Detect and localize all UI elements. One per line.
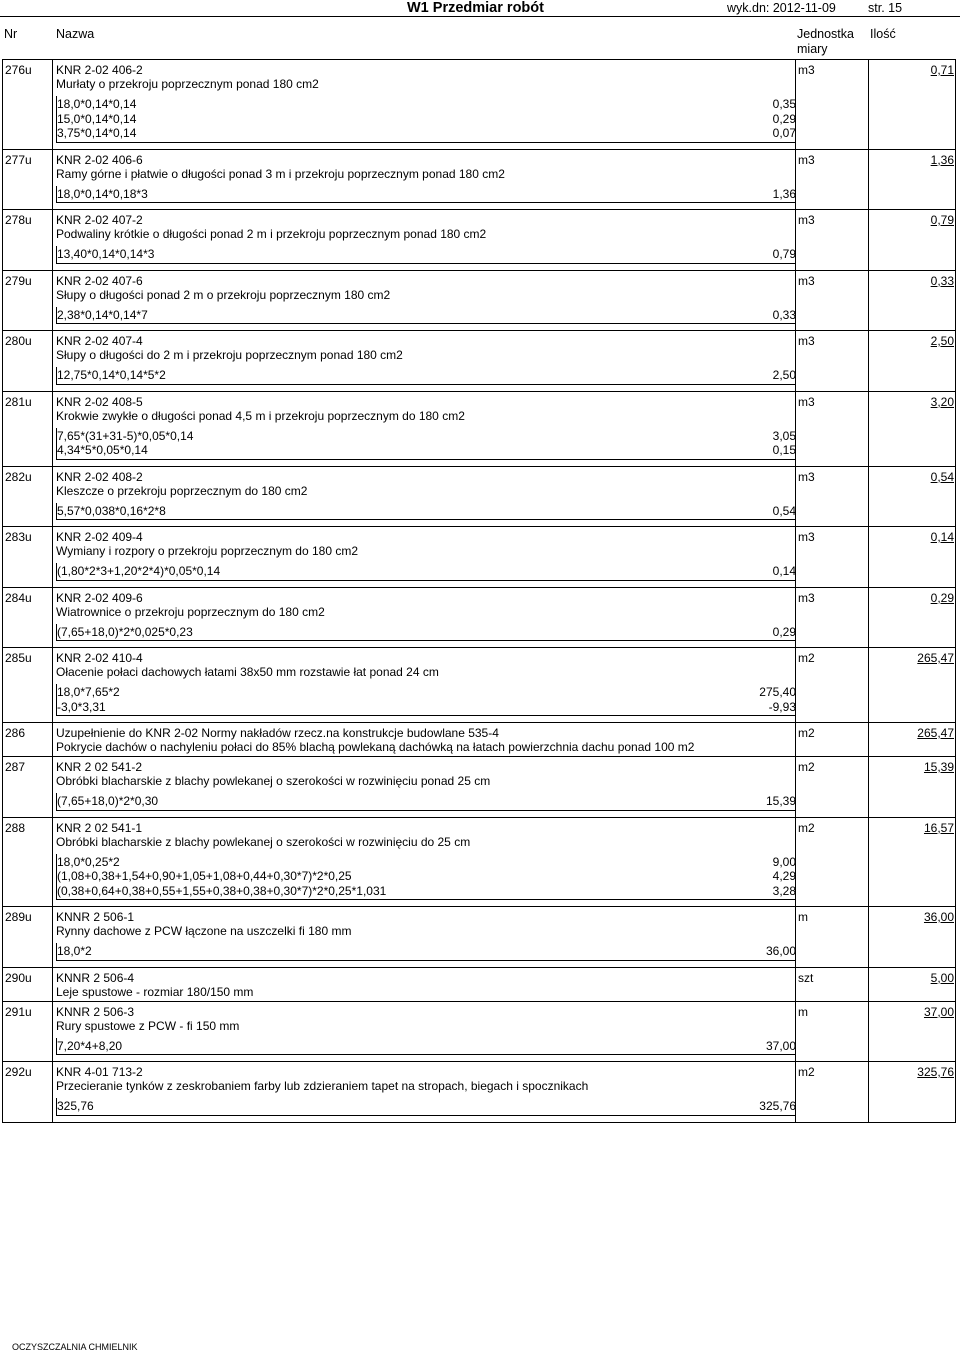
measurement-formula: 13,40*0,14*0,14*3 bbox=[57, 247, 155, 261]
item-quantity bbox=[869, 392, 955, 466]
measurement-formula: -3,0*3,31 bbox=[57, 699, 106, 714]
item-body bbox=[53, 1062, 796, 1122]
measurement-row bbox=[57, 308, 796, 323]
table-row bbox=[2, 1001, 956, 1062]
item-quantity bbox=[869, 757, 955, 817]
item-body bbox=[53, 757, 796, 817]
measurement-formula: (0,38+0,64+0,38+0,55+1,55+0,38+0,38+0,30*7)*2*0,25*1,031 bbox=[57, 883, 387, 898]
measurement-formula: 7,20*4+8,20 bbox=[57, 1038, 123, 1053]
item-description: Pokrycie dachów o nachyleniu połaci do 85% blachą powlekaną dachówką na łatach powierzchnia dachu ponad 100 m2 bbox=[56, 740, 695, 754]
measurement-block bbox=[56, 624, 796, 642]
item-number: 289u bbox=[3, 907, 53, 967]
item-unit: m3 bbox=[796, 467, 869, 527]
item-unit: m3 bbox=[796, 60, 869, 149]
item-code: KNR 2 02 541-2 bbox=[56, 760, 143, 774]
footer-project-name: OCZYSZCZALNIA CHMIELNIK bbox=[12, 1342, 138, 1352]
measurement-value: 3,28 bbox=[772, 883, 796, 898]
measurement-value: 275,40 bbox=[759, 685, 796, 699]
item-number: 292u bbox=[3, 1062, 53, 1122]
item-quantity-value: 36,00 bbox=[923, 910, 954, 924]
item-unit: m3 bbox=[796, 392, 869, 466]
item-quantity bbox=[869, 648, 955, 722]
item-description: Murłaty o przekroju poprzecznym ponad 180 cm2 bbox=[56, 77, 319, 91]
item-number: 277u bbox=[3, 150, 53, 210]
table-row bbox=[2, 526, 956, 587]
measurement-block bbox=[56, 1098, 796, 1116]
item-quantity-value: 0,54 bbox=[930, 469, 954, 484]
measurement-formula: 325,76 bbox=[57, 1099, 94, 1113]
item-unit: m bbox=[796, 907, 869, 967]
item-description: Obróbki blacharskie z blachy powlekanej o szerokości w rozwinięciu ponad 25 cm bbox=[56, 774, 491, 788]
measurement-block bbox=[56, 943, 796, 961]
item-quantity bbox=[869, 1062, 955, 1122]
measurement-value: 4,29 bbox=[772, 869, 796, 883]
item-quantity-value: 3,20 bbox=[930, 394, 954, 409]
column-header-name: Nazwa bbox=[56, 27, 95, 41]
item-number: 291u bbox=[3, 1002, 53, 1062]
measurement-formula: 18,0*0,14*0,18*3 bbox=[57, 186, 148, 201]
measurement-value: 36,00 bbox=[765, 944, 796, 958]
measurement-row bbox=[57, 126, 796, 141]
item-quantity bbox=[869, 1002, 955, 1062]
measurement-formula: 18,0*2 bbox=[57, 944, 92, 958]
measurement-value: 9,00 bbox=[772, 854, 796, 869]
item-code: KNR 2-02 407-6 bbox=[56, 273, 143, 288]
table-row bbox=[2, 209, 956, 270]
item-body bbox=[53, 467, 796, 527]
item-code: KNR 2-02 407-2 bbox=[56, 213, 143, 227]
item-number: 283u bbox=[3, 527, 53, 587]
measurement-formula: 18,0*7,65*2 bbox=[57, 685, 120, 699]
measurement-value: -9,93 bbox=[768, 699, 796, 714]
measurement-formula: 3,75*0,14*0,14 bbox=[57, 126, 137, 140]
item-unit: m2 bbox=[796, 818, 869, 907]
item-body bbox=[53, 588, 796, 648]
item-quantity bbox=[869, 723, 955, 756]
item-body bbox=[53, 648, 796, 722]
item-unit: m2 bbox=[796, 723, 869, 756]
item-quantity bbox=[869, 467, 955, 527]
item-description: Rynny dachowe z PCW łączone na uszczelki fi 180 mm bbox=[56, 924, 352, 938]
item-number: 280u bbox=[3, 331, 53, 391]
item-code: KNR 2-02 406-2 bbox=[56, 63, 143, 77]
measurement-row bbox=[57, 625, 796, 640]
measurement-row bbox=[57, 504, 796, 519]
item-quantity bbox=[869, 907, 955, 967]
measurement-row bbox=[57, 1099, 796, 1114]
measurement-row bbox=[57, 97, 796, 112]
item-quantity-value: 265,47 bbox=[917, 651, 954, 665]
item-quantity-value: 0,71 bbox=[930, 63, 954, 77]
item-description: Kleszcze o przekroju poprzecznym do 180 cm2 bbox=[56, 483, 308, 498]
measurement-value: 0,07 bbox=[772, 126, 796, 140]
table-row bbox=[2, 647, 956, 722]
item-body bbox=[53, 907, 796, 967]
print-date: wyk.dn: 2012-11-09 bbox=[727, 1, 836, 15]
measurement-row bbox=[57, 869, 796, 884]
item-number: 281u bbox=[3, 392, 53, 466]
measurement-value: 0,33 bbox=[772, 307, 796, 322]
table-row bbox=[2, 967, 956, 1001]
item-unit: m3 bbox=[796, 271, 869, 331]
item-body bbox=[53, 818, 796, 907]
item-number: 278u bbox=[3, 210, 53, 270]
item-code: KNR 2 02 541-1 bbox=[56, 820, 143, 835]
measurement-row bbox=[57, 685, 796, 700]
item-code: KNNR 2 506-4 bbox=[56, 970, 135, 985]
item-quantity bbox=[869, 210, 955, 270]
measurement-value: 0,29 bbox=[772, 624, 796, 639]
measurement-formula: 15,0*0,14*0,14 bbox=[57, 111, 137, 126]
item-description: Przecieranie tynków z zeskrobaniem farby lub zdzieraniem tapet na stropach, biegach i spocznikach bbox=[56, 1079, 589, 1093]
measurement-block bbox=[56, 246, 796, 264]
item-code: KNNR 2 506-3 bbox=[56, 1004, 135, 1019]
item-body bbox=[53, 331, 796, 391]
item-description: Leje spustowe - rozmiar 180/150 mm bbox=[56, 984, 254, 999]
item-description: Obróbki blacharskie z blachy powlekanej o szerokości w rozwinięciu do 25 cm bbox=[56, 834, 471, 849]
item-unit: m2 bbox=[796, 1062, 869, 1122]
item-number: 282u bbox=[3, 467, 53, 527]
item-body bbox=[53, 210, 796, 270]
item-description: Wymiany i rozpory o przekroju poprzecznym do 180 cm2 bbox=[56, 544, 359, 558]
table-row bbox=[2, 59, 956, 149]
item-body bbox=[53, 60, 796, 149]
measurement-row bbox=[57, 112, 796, 127]
measurement-row bbox=[57, 700, 796, 715]
measurement-block bbox=[56, 793, 796, 811]
item-code: KNNR 2 506-1 bbox=[56, 910, 135, 924]
bill-of-quantities-table bbox=[2, 59, 956, 1123]
item-quantity bbox=[869, 60, 955, 149]
item-code: KNR 2-02 408-2 bbox=[56, 469, 143, 484]
item-body bbox=[53, 968, 796, 1001]
item-body bbox=[53, 150, 796, 210]
item-quantity-value: 1,36 bbox=[930, 152, 954, 167]
measurement-formula: 18,0*0,25*2 bbox=[57, 854, 120, 869]
measurement-formula: (1,80*2*3+1,20*2*4)*0,05*0,14 bbox=[57, 564, 221, 578]
measurement-value: 0,15 bbox=[772, 443, 796, 457]
item-quantity-value: 0,33 bbox=[930, 273, 954, 288]
measurement-block bbox=[56, 96, 796, 143]
item-quantity-value: 15,39 bbox=[923, 760, 954, 774]
item-code: KNR 4-01 713-2 bbox=[56, 1065, 143, 1079]
column-headers bbox=[0, 20, 960, 60]
item-number: 290u bbox=[3, 968, 53, 1001]
measurement-value: 15,39 bbox=[765, 794, 796, 808]
item-unit: m3 bbox=[796, 588, 869, 648]
item-quantity bbox=[869, 331, 955, 391]
item-body bbox=[53, 527, 796, 587]
measurement-value: 0,79 bbox=[772, 247, 796, 261]
measurement-block bbox=[56, 684, 796, 716]
measurement-row bbox=[57, 443, 796, 458]
item-unit: szt bbox=[796, 968, 869, 1001]
item-unit: m3 bbox=[796, 527, 869, 587]
item-number: 276u bbox=[3, 60, 53, 149]
item-number: 286 bbox=[3, 723, 53, 756]
item-description: Wiatrownice o przekroju poprzecznym do 180 cm2 bbox=[56, 604, 325, 619]
page-number: str. 15 bbox=[868, 1, 903, 15]
item-description: Podwaliny krótkie o długości ponad 2 m i przekroju poprzecznym ponad 180 cm2 bbox=[56, 227, 487, 241]
measurement-row bbox=[57, 855, 796, 870]
table-row bbox=[2, 466, 956, 527]
measurement-block bbox=[56, 503, 796, 521]
item-description: Słupy o długości do 2 m i przekroju poprzecznym ponad 180 cm2 bbox=[56, 348, 403, 362]
measurement-formula: 12,75*0,14*0,14*5*2 bbox=[57, 368, 166, 382]
item-quantity-value: 0,14 bbox=[930, 530, 954, 544]
item-quantity bbox=[869, 588, 955, 648]
item-code: KNR 2-02 406-6 bbox=[56, 152, 143, 167]
table-row bbox=[2, 722, 956, 756]
table-row bbox=[2, 587, 956, 648]
document-title: W1 Przedmiar robót bbox=[407, 0, 544, 16]
item-quantity-value: 2,50 bbox=[930, 334, 954, 348]
item-number: 287 bbox=[3, 757, 53, 817]
measurement-formula: 4,34*5*0,05*0,14 bbox=[57, 443, 148, 457]
measurement-value: 0,35 bbox=[772, 97, 796, 111]
item-quantity-value: 16,57 bbox=[923, 820, 954, 835]
measurement-row bbox=[57, 564, 796, 579]
item-description: Ramy górne i płatwie o długości ponad 3 m i przekroju poprzecznym ponad 180 cm2 bbox=[56, 166, 505, 181]
measurement-block bbox=[56, 1038, 796, 1056]
measurement-value: 0,29 bbox=[772, 111, 796, 126]
measurement-block bbox=[56, 367, 796, 385]
measurement-value: 3,05 bbox=[772, 428, 796, 443]
measurement-value: 37,00 bbox=[765, 1038, 796, 1053]
measurement-value: 1,36 bbox=[772, 186, 796, 201]
measurement-formula: 2,38*0,14*0,14*7 bbox=[57, 307, 148, 322]
measurement-row bbox=[57, 1039, 796, 1054]
item-quantity-value: 265,47 bbox=[917, 726, 954, 740]
item-quantity bbox=[869, 150, 955, 210]
measurement-value: 0,14 bbox=[772, 564, 796, 578]
measurement-formula: 5,57*0,038*0,16*2*8 bbox=[57, 503, 166, 518]
item-quantity-value: 37,00 bbox=[923, 1004, 954, 1019]
column-header-nr: Nr bbox=[4, 27, 18, 41]
item-number: 285u bbox=[3, 648, 53, 722]
item-unit: m3 bbox=[796, 331, 869, 391]
item-code: KNR 2-02 407-4 bbox=[56, 334, 143, 348]
item-body bbox=[53, 271, 796, 331]
item-code: Uzupełnienie do KNR 2-02 Normy nakładów rzecz.na konstrukcje budowlane 535-4 bbox=[56, 726, 499, 740]
item-quantity-value: 0,29 bbox=[930, 590, 954, 605]
item-body bbox=[53, 723, 796, 756]
item-code: KNR 2-02 408-5 bbox=[56, 394, 143, 409]
measurement-formula: (7,65+18,0)*2*0,025*0,23 bbox=[57, 624, 193, 639]
item-body bbox=[53, 392, 796, 466]
item-quantity bbox=[869, 271, 955, 331]
measurement-row bbox=[57, 794, 796, 809]
measurement-block bbox=[56, 563, 796, 581]
item-unit: m2 bbox=[796, 757, 869, 817]
table-row bbox=[2, 330, 956, 391]
measurement-block bbox=[56, 854, 796, 901]
item-description: Krokwie zwykłe o długości ponad 4,5 m i przekroju poprzecznym do 180 cm2 bbox=[56, 408, 465, 423]
item-unit: m bbox=[796, 1002, 869, 1062]
measurement-value: 325,76 bbox=[759, 1099, 796, 1113]
measurement-formula: (1,08+0,38+1,54+0,90+1,05+1,08+0,44+0,30*7)*2*0,25 bbox=[57, 869, 352, 883]
item-quantity bbox=[869, 968, 955, 1001]
measurement-formula: 18,0*0,14*0,14 bbox=[57, 97, 137, 111]
item-code: KNR 2-02 409-6 bbox=[56, 590, 143, 605]
item-number: 284u bbox=[3, 588, 53, 648]
item-quantity-value: 5,00 bbox=[930, 970, 954, 985]
measurement-row bbox=[57, 247, 796, 262]
table-row bbox=[2, 817, 956, 907]
item-body bbox=[53, 1002, 796, 1062]
table-row bbox=[2, 270, 956, 331]
item-quantity-value: 325,76 bbox=[917, 1065, 954, 1079]
measurement-value: 2,50 bbox=[772, 368, 796, 382]
item-quantity bbox=[869, 818, 955, 907]
item-quantity bbox=[869, 527, 955, 587]
item-code: KNR 2-02 410-4 bbox=[56, 651, 143, 665]
item-description: Rury spustowe z PCW - fi 150 mm bbox=[56, 1018, 240, 1033]
measurement-row bbox=[57, 187, 796, 202]
item-unit: m3 bbox=[796, 210, 869, 270]
item-number: 288 bbox=[3, 818, 53, 907]
measurement-row bbox=[57, 368, 796, 383]
measurement-block bbox=[56, 307, 796, 325]
measurement-block bbox=[56, 428, 796, 460]
item-quantity-value: 0,79 bbox=[930, 213, 954, 227]
table-row bbox=[2, 906, 956, 967]
table-row bbox=[2, 756, 956, 817]
measurement-row bbox=[57, 944, 796, 959]
item-description: Ołacenie połaci dachowych łatami 38x50 mm rozstawie łat ponad 24 cm bbox=[56, 665, 439, 679]
column-header-unit: Jednostka bbox=[797, 27, 854, 41]
measurement-block bbox=[56, 186, 796, 204]
page-header bbox=[0, 0, 960, 18]
table-row bbox=[2, 391, 956, 466]
item-number: 279u bbox=[3, 271, 53, 331]
column-header-unit-line2: miary bbox=[797, 42, 828, 56]
measurement-value: 0,54 bbox=[772, 503, 796, 518]
measurement-row bbox=[57, 884, 796, 899]
measurement-formula: (7,65+18,0)*2*0,30 bbox=[57, 794, 159, 808]
table-row bbox=[2, 1061, 956, 1123]
table-row bbox=[2, 149, 956, 210]
item-unit: m2 bbox=[796, 648, 869, 722]
item-description: Słupy o długości ponad 2 m o przekroju poprzecznym 180 cm2 bbox=[56, 287, 391, 302]
measurement-row bbox=[57, 429, 796, 444]
header-rule bbox=[0, 16, 960, 17]
item-code: KNR 2-02 409-4 bbox=[56, 530, 143, 544]
measurement-formula: 7,65*(31+31-5)*0,05*0,14 bbox=[57, 428, 194, 443]
column-header-qty: Ilość bbox=[870, 27, 896, 41]
item-unit: m3 bbox=[796, 150, 869, 210]
